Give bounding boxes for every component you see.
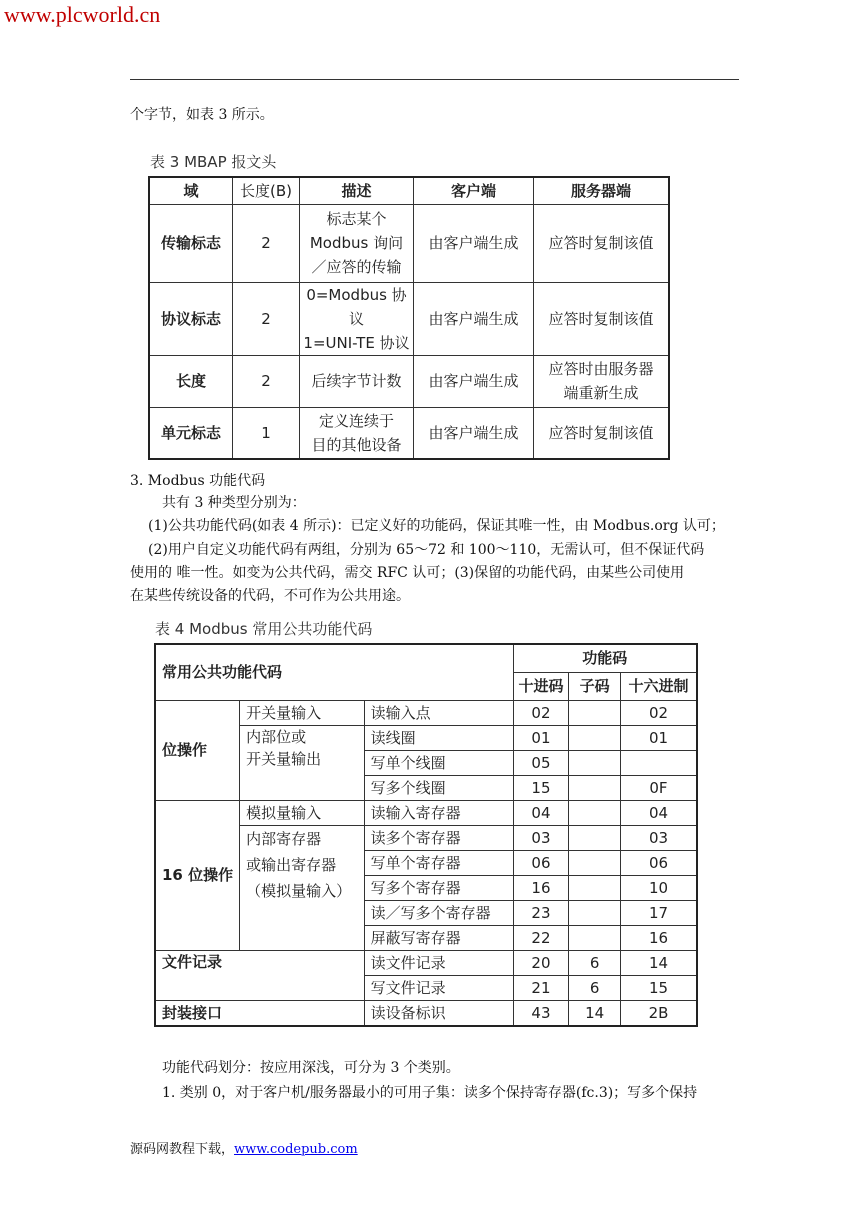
cell bbox=[569, 750, 621, 775]
table-row bbox=[149, 204, 669, 282]
header-cell: 客户端 bbox=[414, 177, 534, 204]
table-row bbox=[155, 1000, 697, 1026]
table-row bbox=[155, 950, 697, 975]
function-cell: 写多个线圈 bbox=[364, 775, 513, 800]
cell: 04 bbox=[513, 800, 569, 825]
cell: 03 bbox=[513, 825, 569, 850]
cell: 14 bbox=[620, 950, 697, 975]
cell: 06 bbox=[620, 850, 697, 875]
function-cell: 读文件记录 bbox=[364, 950, 513, 975]
cell: 20 bbox=[513, 950, 569, 975]
category-cell: 开关量输入 bbox=[240, 700, 365, 725]
table4-caption: 表 4 Modbus 常用公共功能代码 bbox=[155, 620, 373, 638]
cell: 01 bbox=[620, 725, 697, 750]
group-label: 封装接口 bbox=[155, 1000, 364, 1026]
function-cell: 屏蔽写寄存器 bbox=[364, 925, 513, 950]
site-url[interactable]: www.plcworld.cn bbox=[4, 2, 161, 27]
function-cell: 读输入点 bbox=[364, 700, 513, 725]
cell: 43 bbox=[513, 1000, 569, 1026]
table-header-row bbox=[149, 177, 669, 204]
cell: 标志某个 Modbus 询问 ／应答的传输 bbox=[300, 204, 414, 282]
table-row bbox=[149, 282, 669, 355]
cell: 16 bbox=[620, 925, 697, 950]
footer-link[interactable]: www.codepub.com bbox=[234, 1142, 358, 1157]
function-cell: 读设备标识 bbox=[364, 1000, 513, 1026]
cell: 6 bbox=[569, 975, 621, 1000]
cell: 02 bbox=[620, 700, 697, 725]
function-code-table bbox=[154, 643, 698, 1027]
cell: 01 bbox=[513, 725, 569, 750]
cell: 22 bbox=[513, 925, 569, 950]
footer bbox=[130, 1138, 358, 1157]
cell bbox=[569, 775, 621, 800]
cell: 15 bbox=[513, 775, 569, 800]
cell: 应答时复制该值 bbox=[534, 204, 670, 282]
cell: 0F bbox=[620, 775, 697, 800]
cell: 由客户端生成 bbox=[414, 407, 534, 459]
table3-caption: 表 3 MBAP 报文头 bbox=[150, 153, 277, 171]
cell bbox=[569, 825, 621, 850]
paragraph: 使用的 唯一性。如变为公共代码，需交 RFC 认可；(3)保留的功能代码，由某些公司使用 bbox=[130, 565, 685, 581]
cell: 由客户端生成 bbox=[414, 204, 534, 282]
cell: 2 bbox=[233, 204, 300, 282]
header-cell: 十进码 bbox=[513, 672, 569, 700]
cell: 21 bbox=[513, 975, 569, 1000]
table-row bbox=[155, 800, 697, 825]
category-cell: 模拟量输入 bbox=[240, 800, 365, 825]
function-cell: 读输入寄存器 bbox=[364, 800, 513, 825]
header-cell: 子码 bbox=[569, 672, 621, 700]
cell: 06 bbox=[513, 850, 569, 875]
paragraph: 功能代码划分：按应用深浅，可分为 3 个类别。 bbox=[162, 1060, 460, 1076]
cell bbox=[569, 925, 621, 950]
cell bbox=[569, 900, 621, 925]
group-label: 文件记录 bbox=[155, 950, 364, 1000]
header-cell: 功能码 bbox=[513, 644, 697, 672]
function-cell: 读多个寄存器 bbox=[364, 825, 513, 850]
cell: 14 bbox=[569, 1000, 621, 1026]
cell: 2 bbox=[233, 355, 300, 407]
cell: 1 bbox=[233, 407, 300, 459]
cell: 应答时复制该值 bbox=[534, 407, 670, 459]
header-cell: 十六进制 bbox=[620, 672, 697, 700]
cell: 16 bbox=[513, 875, 569, 900]
cell: 23 bbox=[513, 900, 569, 925]
cell: 2B bbox=[620, 1000, 697, 1026]
cell: 定义连续于 目的其他设备 bbox=[300, 407, 414, 459]
mbap-header-table bbox=[148, 176, 670, 460]
cell: 03 bbox=[620, 825, 697, 850]
paragraph: (1)公共功能代码(如表 4 所示)：已定义好的功能码，保证其唯一性，由 Modbus.org 认可； bbox=[148, 518, 725, 534]
paragraph: 1. 类别 0，对于客户机/服务器最小的可用子集：读多个保持寄存器(fc.3)；写多个保持 bbox=[162, 1085, 698, 1101]
function-cell: 写单个线圈 bbox=[364, 750, 513, 775]
table-header-row bbox=[155, 644, 697, 672]
cell bbox=[569, 725, 621, 750]
header-cell: 域 bbox=[149, 177, 233, 204]
header-cell: 长度(B) bbox=[233, 177, 300, 204]
header-cell: 常用公共功能代码 bbox=[155, 644, 513, 700]
cell bbox=[569, 700, 621, 725]
header-cell: 服务器端 bbox=[534, 177, 670, 204]
paragraph: 在某些传统设备的代码，不可作为公共用途。 bbox=[130, 588, 410, 604]
cell: 由客户端生成 bbox=[414, 282, 534, 355]
cell: 长度 bbox=[149, 355, 233, 407]
table-row bbox=[155, 700, 697, 725]
cell: 传输标志 bbox=[149, 204, 233, 282]
section-heading: 3. Modbus 功能代码 bbox=[130, 473, 266, 489]
footer-text: 源码网教程下载， bbox=[130, 1142, 235, 1157]
cell: 10 bbox=[620, 875, 697, 900]
header-rule bbox=[130, 79, 739, 80]
cell: 单元标志 bbox=[149, 407, 233, 459]
cell: 15 bbox=[620, 975, 697, 1000]
category-cell: 内部寄存器 或输出寄存器 （模拟量输入） bbox=[240, 825, 365, 950]
table-row bbox=[149, 355, 669, 407]
cell: 2 bbox=[233, 282, 300, 355]
cell bbox=[569, 875, 621, 900]
function-cell: 读线圈 bbox=[364, 725, 513, 750]
cell: 6 bbox=[569, 950, 621, 975]
cell: 由客户端生成 bbox=[414, 355, 534, 407]
table-row bbox=[149, 407, 669, 459]
cell bbox=[620, 750, 697, 775]
cell: 后续字节计数 bbox=[300, 355, 414, 407]
paragraph: (2)用户自定义功能代码有两组，分别为 65～72 和 100～110，无需认可，但不保证代码 bbox=[148, 542, 705, 558]
cell bbox=[569, 800, 621, 825]
function-cell: 读／写多个寄存器 bbox=[364, 900, 513, 925]
cell: 协议标志 bbox=[149, 282, 233, 355]
cell: 17 bbox=[620, 900, 697, 925]
function-cell: 写单个寄存器 bbox=[364, 850, 513, 875]
cell: 应答时复制该值 bbox=[534, 282, 670, 355]
function-cell: 写多个寄存器 bbox=[364, 875, 513, 900]
cell: 应答时由服务器 端重新生成 bbox=[534, 355, 670, 407]
paragraph: 共有 3 种类型分别为： bbox=[162, 495, 306, 511]
cell: 02 bbox=[513, 700, 569, 725]
cell bbox=[569, 850, 621, 875]
function-cell: 写文件记录 bbox=[364, 975, 513, 1000]
header-cell: 描述 bbox=[300, 177, 414, 204]
cell: 04 bbox=[620, 800, 697, 825]
cell: 05 bbox=[513, 750, 569, 775]
category-cell: 内部位或 开关量输出 bbox=[240, 725, 365, 800]
cell: 0=Modbus 协议 1=UNI-TE 协议 bbox=[300, 282, 414, 355]
intro-line: 个字节，如表 3 所示。 bbox=[130, 107, 274, 123]
group-label: 16 位操作 bbox=[155, 800, 240, 950]
group-label: 位操作 bbox=[155, 700, 240, 800]
